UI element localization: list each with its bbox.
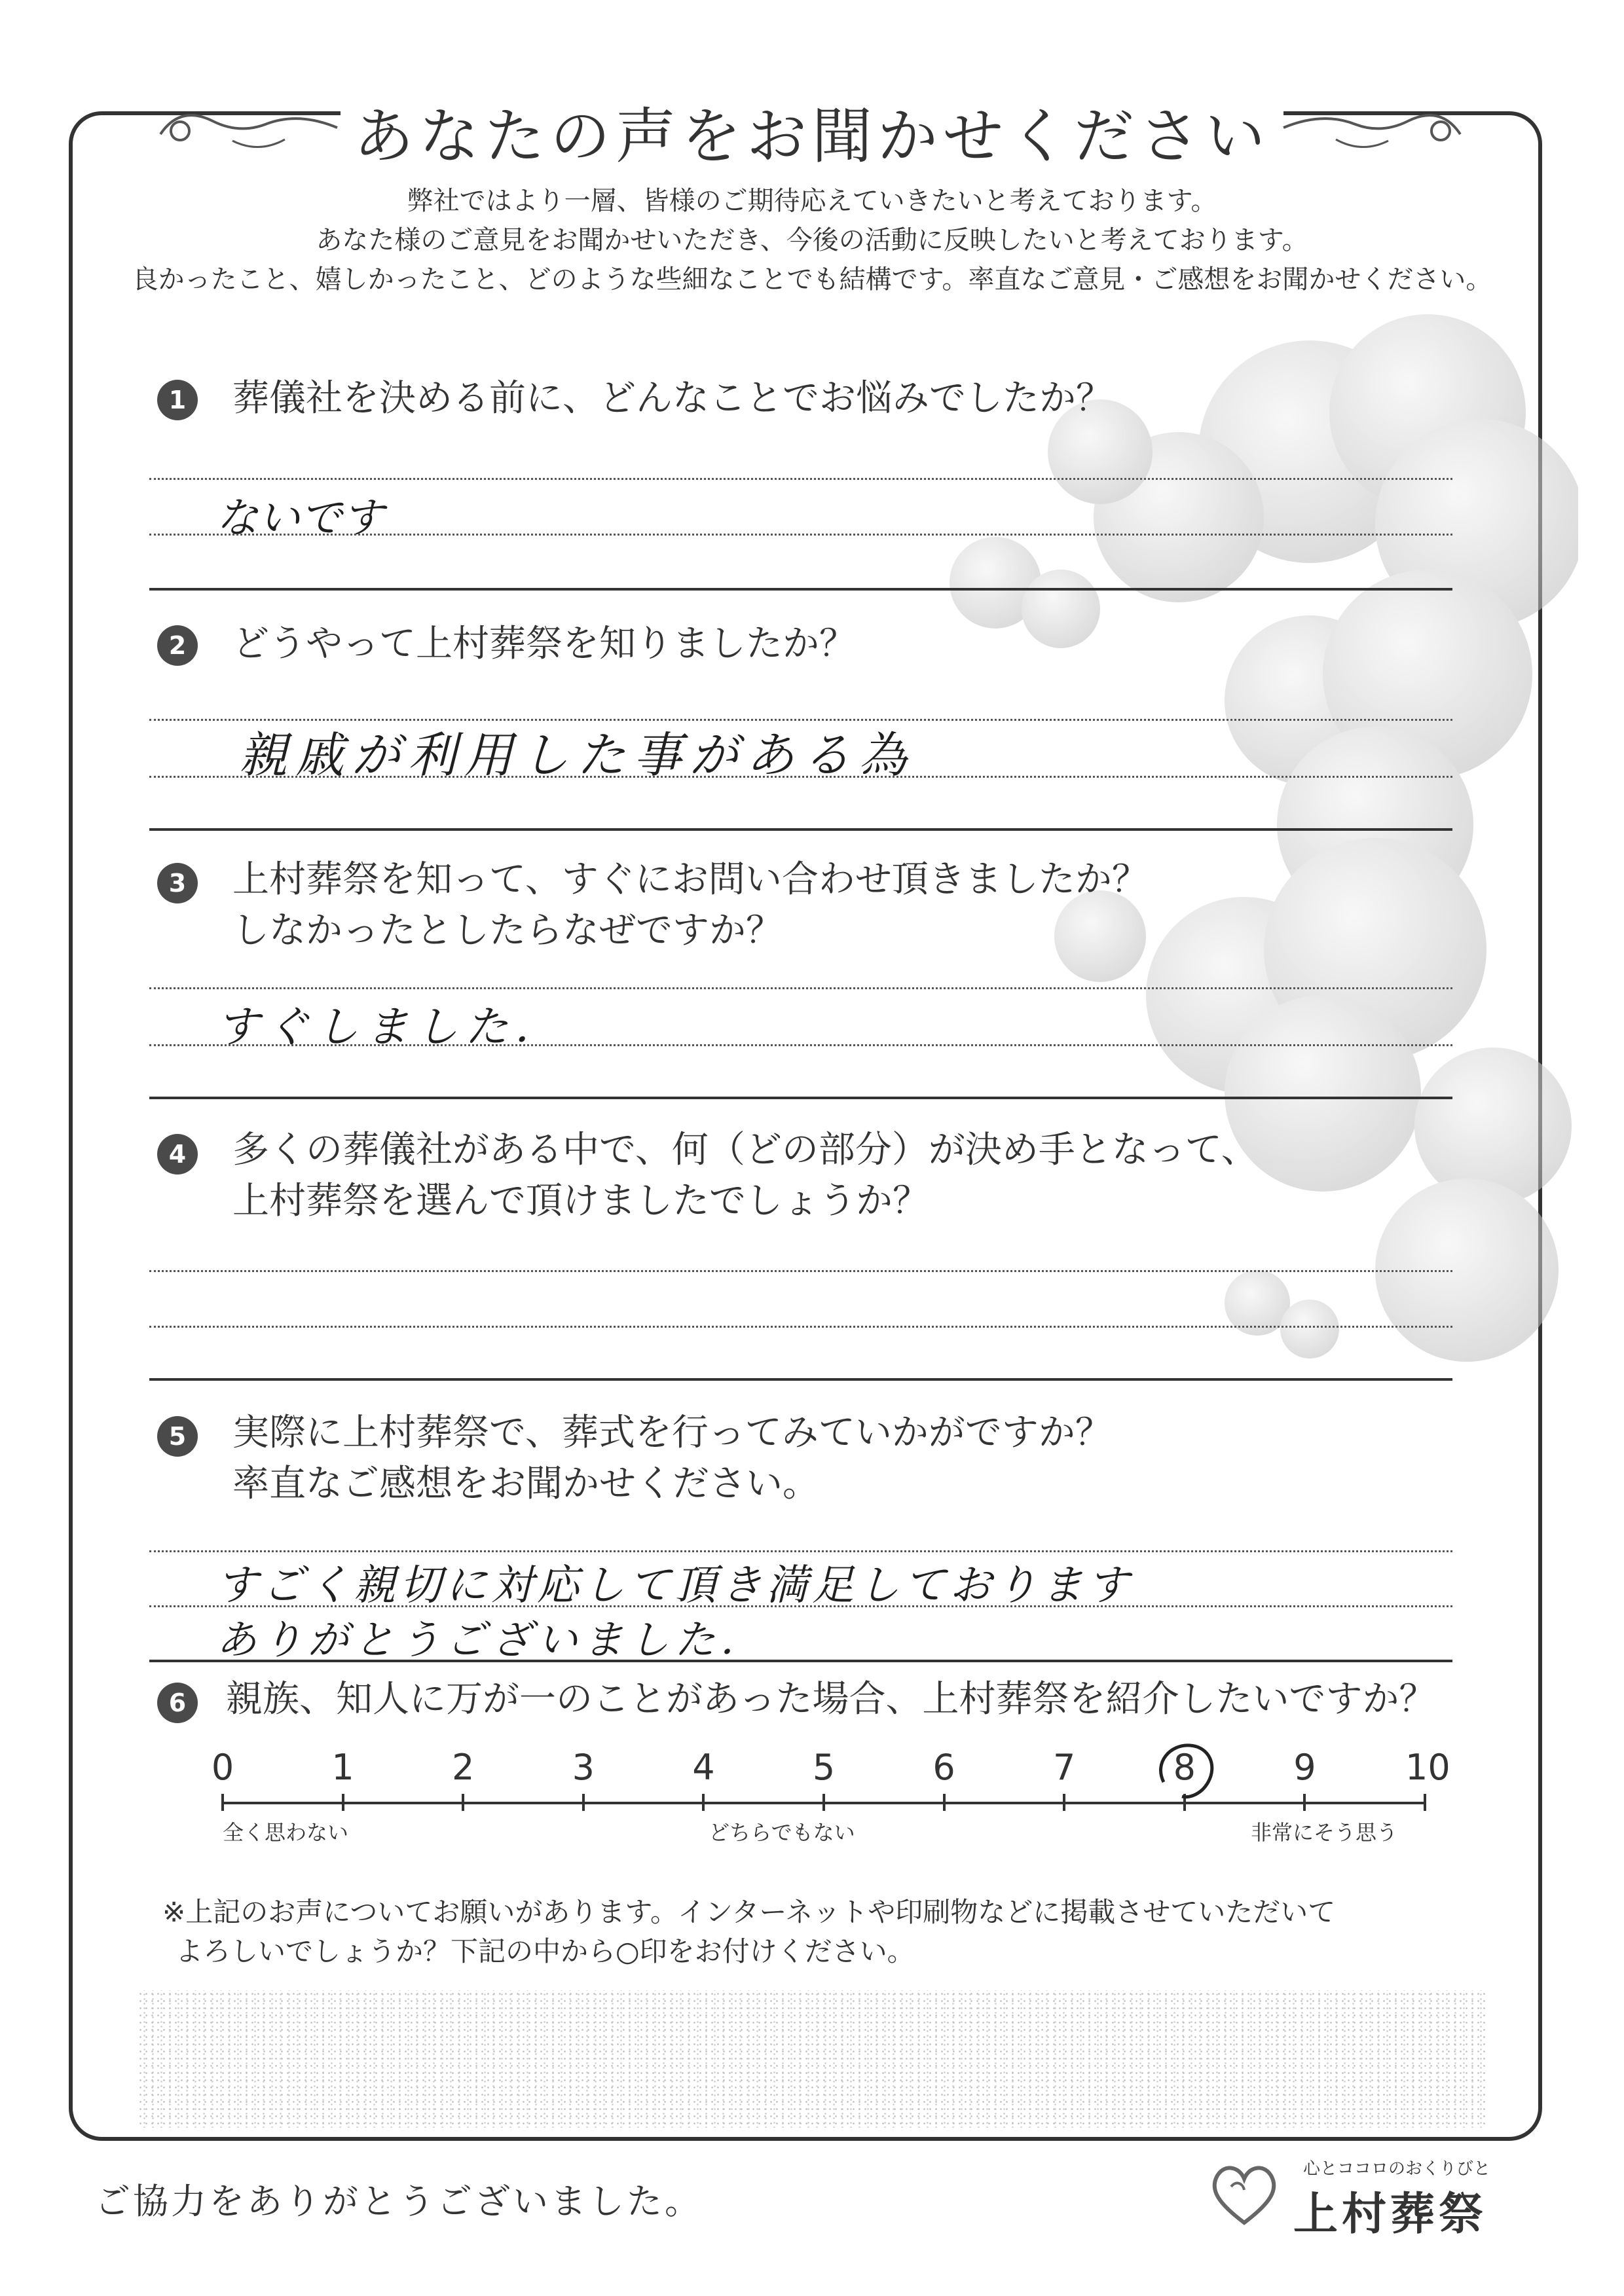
- question-number-badge: 5: [157, 1416, 198, 1457]
- question-5-text: 実際に上村葬祭で、葬式を行ってみていかがですか？: [232, 1412, 1112, 1454]
- scale-label-high: 非常にそう思う: [1251, 1820, 1398, 1845]
- section-divider: [149, 1378, 1452, 1381]
- scale-number[interactable]: 0: [211, 1747, 234, 1788]
- thanks-text: ご協力をありがとうございました。: [95, 2181, 703, 2222]
- note-line: よろしいでしょうか？下記の中から○印をお付けください。: [175, 1935, 915, 1967]
- dotted-line: [149, 534, 1452, 536]
- dotted-line: [149, 1044, 1452, 1046]
- dotted-line: [149, 776, 1452, 778]
- question-2-text: どうやって上村葬祭を知りましたか？: [232, 623, 856, 665]
- scale-number[interactable]: 2: [452, 1747, 475, 1788]
- dotted-line: [149, 478, 1452, 480]
- answer-1: ないです: [216, 494, 384, 543]
- question-5-text: 率直なご感想をお聞かせください。: [232, 1463, 819, 1505]
- scale-number[interactable]: 8: [1173, 1747, 1196, 1788]
- question-4-text: 多くの葬儀社がある中で、何（どの部分）が決め手となって、: [232, 1129, 1258, 1171]
- intro-line: あなた様のご意見をお聞かせいただき、今後の活動に反映したいと考えております。: [316, 225, 1308, 255]
- scale-number[interactable]: 9: [1293, 1747, 1316, 1788]
- note-line: ※上記のお声についてお願いがあります。インターネットや印刷物などに掲載させていただいて: [162, 1896, 1336, 1928]
- answer-3: すぐしました．: [216, 1002, 564, 1052]
- scale-number[interactable]: 10: [1405, 1747, 1450, 1788]
- question-6-text: 親族、知人に万が一のことがあった場合、上村葬祭を紹介したいですか？: [226, 1678, 1436, 1721]
- answer-5-line-1: すごく親切に対応して頂き満足しております: [216, 1561, 1133, 1610]
- answer-2: 親戚が利用した事がある為: [239, 727, 915, 784]
- header: [0, 75, 1624, 173]
- scale-axis-line: [223, 1802, 1425, 1804]
- question-3-text: しなかったとしたらなぜですか？: [232, 909, 783, 952]
- scale-number[interactable]: 3: [572, 1747, 595, 1788]
- logo-tagline: 心とココロのおくりびと: [1303, 2159, 1491, 2179]
- scale-number[interactable]: 1: [331, 1747, 354, 1788]
- redacted-area: [138, 1990, 1486, 2128]
- scale-number[interactable]: 6: [932, 1747, 955, 1788]
- question-number-badge: 6: [157, 1683, 198, 1723]
- scale-label-mid: どちらでもない: [709, 1820, 855, 1845]
- selected-circle-mark: [1151, 1736, 1223, 1808]
- logo-name: 上村葬祭: [1293, 2189, 1488, 2240]
- scale-number[interactable]: 5: [812, 1747, 836, 1788]
- question-1-text: 葬儀社を決める前に、どんなことでお悩みでしたか？: [232, 377, 1113, 420]
- intro-line: 良かったこと、嬉しかったこと、どのような些細なことでも結構です。率直なご意見・ご感想をお聞かせください。: [132, 264, 1492, 295]
- question-number-badge: 2: [157, 625, 198, 666]
- dotted-line: [149, 1326, 1452, 1328]
- dotted-line: [149, 1270, 1452, 1272]
- question-number-badge: 3: [157, 863, 198, 903]
- page-title: あなたの声をお聞かせください: [353, 101, 1270, 172]
- question-number-badge: 4: [157, 1134, 198, 1175]
- question-3-text: 上村葬祭を知って、すぐにお問い合わせ頂きましたか？: [232, 858, 1149, 901]
- section-divider: [149, 1097, 1452, 1099]
- dotted-line: [149, 987, 1452, 989]
- scale-number[interactable]: 4: [692, 1747, 715, 1788]
- scale-label-low: 全く思わない: [223, 1820, 349, 1845]
- section-divider: [149, 1660, 1452, 1662]
- question-4-text: 上村葬祭を選んで頂けましたでしょうか？: [232, 1180, 929, 1222]
- intro-line: 弊社ではより一層、皆様のご期待応えていきたいと考えております。: [407, 186, 1217, 216]
- heart-logo-icon: [1205, 2154, 1283, 2232]
- section-divider: [149, 828, 1452, 831]
- question-number-badge: 1: [157, 380, 198, 420]
- section-divider: [149, 588, 1452, 591]
- answer-5-line-2: ありがとうございました．: [216, 1616, 767, 1664]
- scale-number[interactable]: 7: [1053, 1747, 1076, 1788]
